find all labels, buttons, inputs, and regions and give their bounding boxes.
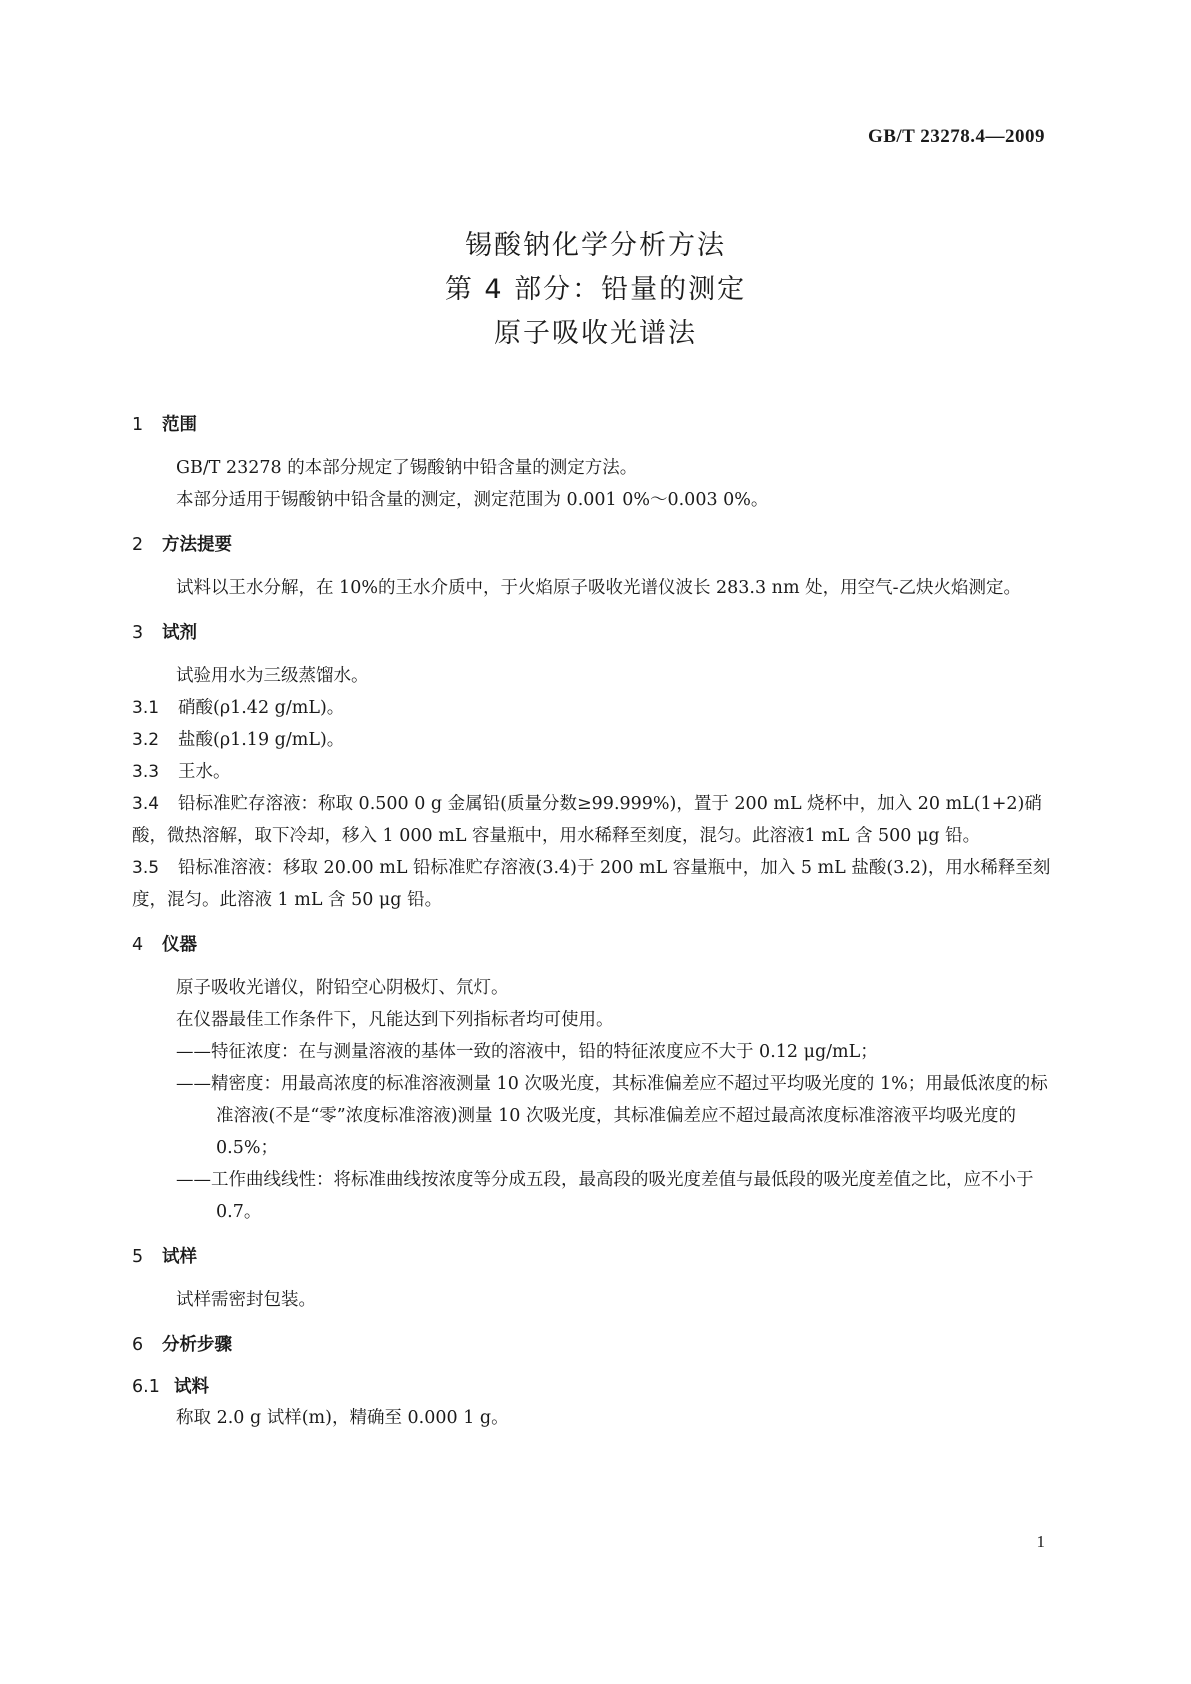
paragraph: 试验用水为三级蒸馏水。 xyxy=(176,666,369,686)
section-number: 2 xyxy=(132,535,144,555)
paragraph: 在仪器最佳工作条件下，凡能达到下列指标者均可使用。 xyxy=(176,1010,614,1030)
subsection-6-1-heading xyxy=(132,1372,1052,1402)
clause-number: 3.3 xyxy=(132,762,160,782)
document-body xyxy=(132,410,1052,1434)
clause-item xyxy=(132,852,1052,916)
section-title: 试样 xyxy=(162,1247,197,1267)
section-3-heading xyxy=(132,618,1052,648)
paragraph: 试料以王水分解，在 10%的王水介质中，于火焰原子吸收光谱仪波长 283.3 nm 处，用空气-乙炔火焰测定。 xyxy=(176,578,1022,598)
document-title xyxy=(0,224,1191,356)
title-line-3: 原子吸收光谱法 xyxy=(494,318,697,349)
dash-list-item: ——精密度：用最高浓度的标准溶液测量 10 次吸光度，其标准偏差应不超过平均吸光度的 1%；用最低浓度的标准溶液(不是“零”浓度标准溶液)测量 10 次吸光度，其标准偏差应不超过最高浓度标准溶液平均吸光度的 0.5%； xyxy=(176,1074,1048,1158)
standard-code: GB/T 23278.4—2009 xyxy=(867,126,1045,147)
clause-text: 铅标准贮存溶液：称取 0.500 0 g 金属铅(质量分数≥99.999%)，置于 200 mL 烧杯中，加入 20 mL(1+2)硝酸，微热溶解，取下冷却，移入 1 000 mL 容量瓶中，用水稀释至刻度，混匀。此溶液1 mL 含 500 μg 铅。 xyxy=(132,794,1042,846)
section-4-heading xyxy=(132,930,1052,960)
clause-item xyxy=(132,756,1052,788)
clause-number: 3.1 xyxy=(132,698,160,718)
page-number: 1 xyxy=(1036,1532,1045,1551)
section-number: 1 xyxy=(132,415,144,435)
section-1-heading xyxy=(132,410,1052,440)
clause-item xyxy=(132,692,1052,724)
section-number: 6 xyxy=(132,1335,144,1355)
paragraph: 称取 2.0 g 试样(m)，精确至 0.000 1 g。 xyxy=(176,1408,509,1428)
clause-item xyxy=(132,788,1052,852)
clause-number: 3.5 xyxy=(132,858,160,878)
clause-text: 王水。 xyxy=(178,762,231,782)
paragraph: 原子吸收光谱仪，附铅空心阴极灯、氘灯。 xyxy=(176,978,509,998)
paragraph: 本部分适用于锡酸钠中铅含量的测定，测定范围为 0.001 0%～0.003 0%。 xyxy=(176,490,769,510)
section-title: 试剂 xyxy=(162,623,197,643)
section-6-heading xyxy=(132,1330,1052,1360)
section-title: 范围 xyxy=(162,415,197,435)
clause-number: 3.2 xyxy=(132,730,160,750)
section-title: 分析步骤 xyxy=(162,1335,232,1355)
clause-text: 铅标准溶液：移取 20.00 mL 铅标准贮存溶液(3.4)于 200 mL 容量瓶中，加入 5 mL 盐酸(3.2)，用水稀释至刻度，混匀。此溶液 1 mL 含 50 μg 铅。 xyxy=(132,858,1051,910)
subsection-number: 6.1 xyxy=(132,1377,160,1397)
section-5-heading xyxy=(132,1242,1052,1272)
clause-text: 硝酸(ρ1.42 g/mL)。 xyxy=(178,698,345,718)
paragraph: GB/T 23278 的本部分规定了锡酸钠中铅含量的测定方法。 xyxy=(176,458,638,478)
clause-item xyxy=(132,724,1052,756)
clause-number: 3.4 xyxy=(132,794,160,814)
section-number: 4 xyxy=(132,935,144,955)
section-title: 仪器 xyxy=(162,935,197,955)
paragraph: 试样需密封包装。 xyxy=(176,1290,316,1310)
section-2-heading xyxy=(132,530,1052,560)
title-line-2: 第 4 部分：铅量的测定 xyxy=(444,274,747,305)
clause-text: 盐酸(ρ1.19 g/mL)。 xyxy=(178,730,345,750)
dash-list-item: ——工作曲线线性：将标准曲线按浓度等分成五段，最高段的吸光度差值与最低段的吸光度差值之比，应不小于 0.7。 xyxy=(176,1170,1034,1222)
section-title: 方法提要 xyxy=(162,535,232,555)
title-line-1: 锡酸钠化学分析方法 xyxy=(465,230,726,261)
section-number: 5 xyxy=(132,1247,144,1267)
subsection-title: 试料 xyxy=(174,1377,209,1397)
section-number: 3 xyxy=(132,623,144,643)
dash-list-item: ——特征浓度：在与测量溶液的基体一致的溶液中，铅的特征浓度应不大于 0.12 μg/mL； xyxy=(176,1042,878,1062)
